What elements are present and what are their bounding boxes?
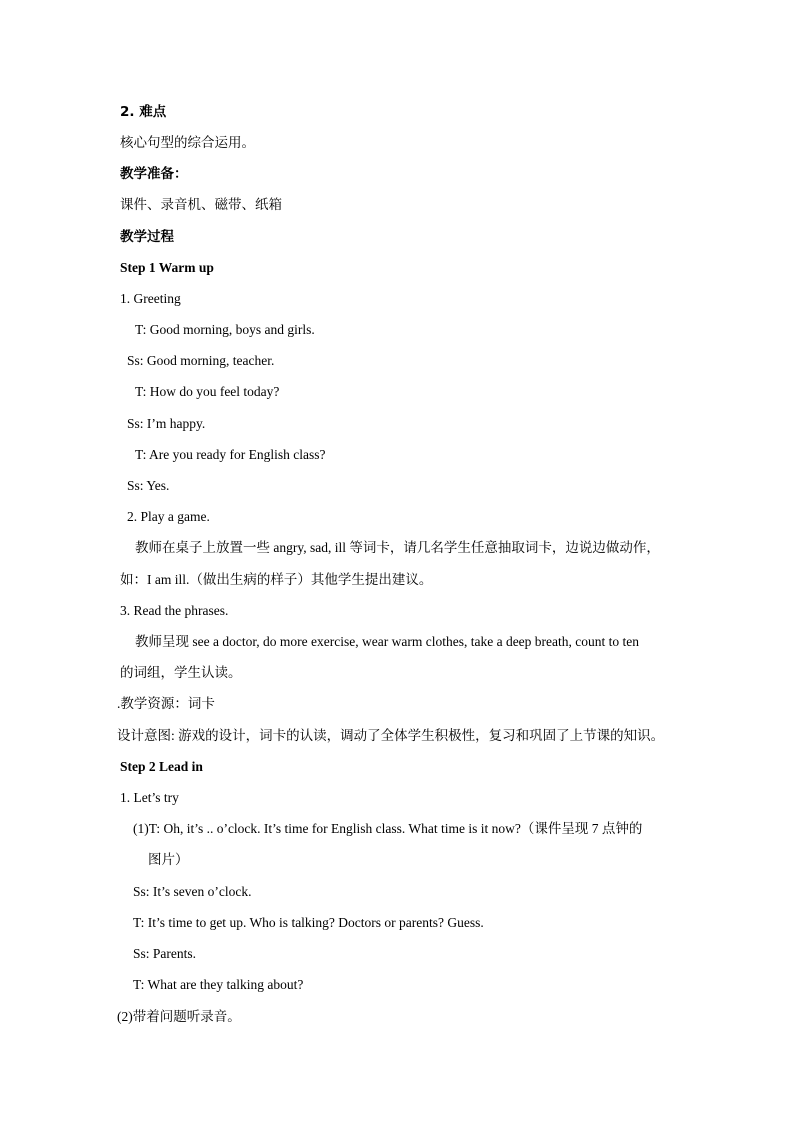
preparation-heading: 教学准备： [120,166,188,182]
game-description-line1: 教师在桌子上放置一些 angry, sad, ill 等词卡，请几名学生任意抽取词卡，边说边做动作， [135,540,660,555]
dialogue-line: T: How do you feel today? [135,384,280,399]
game-description-line2: 如：I am ill.（做出生病的样子）其他学生提出建议。 [120,572,433,587]
teaching-process-heading: 教学过程 [120,229,174,245]
dialogue-line: T: It’s time to get up. Who is talking? Doctors or parents? Guess. [133,915,484,930]
dialogue-line: T: Are you ready for English class? [135,447,326,462]
difficulty-heading: 2. 难点 [120,104,167,120]
game-title: 2. Play a game. [127,509,210,524]
difficulty-text: 核心句型的综合运用。 [120,135,255,150]
preparation-text: 课件、录音机、磁带、纸箱 [120,197,282,212]
step1-heading: Step 1 Warm up [120,260,214,275]
lets-try-title: 1. Let’s try [120,790,179,805]
item1-line1: (1)T: Oh, it’s .. o’clock. It’s time for English class. What time is it now?（课件呈现 7 点钟的 [133,821,643,836]
item2-line: (2)带着问题听录音。 [117,1009,241,1024]
dialogue-line: Ss: I’m happy. [127,416,206,431]
step2-heading: Step 2 Lead in [120,759,203,774]
dialogue-line: Ss: It’s seven o’clock. [133,884,252,899]
greeting-title: 1. Greeting [120,291,181,306]
dialogue-line: Ss: Good morning, teacher. [127,353,275,368]
dialogue-line: Ss: Parents. [133,946,197,961]
teaching-resource: .教学资源：词卡 [117,696,215,711]
dialogue-line: Ss: Yes. [127,478,170,493]
dialogue-line: T: Good morning, boys and girls. [135,322,315,337]
phrases-title: 3. Read the phrases. [120,603,229,618]
phrases-line1: 教师呈现 see a doctor, do more exercise, wear warm clothes, take a deep breath, count to ten [135,634,640,649]
design-intent: 设计意图: 游戏的设计，词卡的认读，调动了全体学生积极性，复习和巩固了上节课的知识。 [117,728,665,743]
dialogue-line: T: What are they talking about? [133,977,304,992]
item1-line2: 图片） [148,852,189,867]
phrases-line2: 的词组，学生认读。 [120,665,242,680]
